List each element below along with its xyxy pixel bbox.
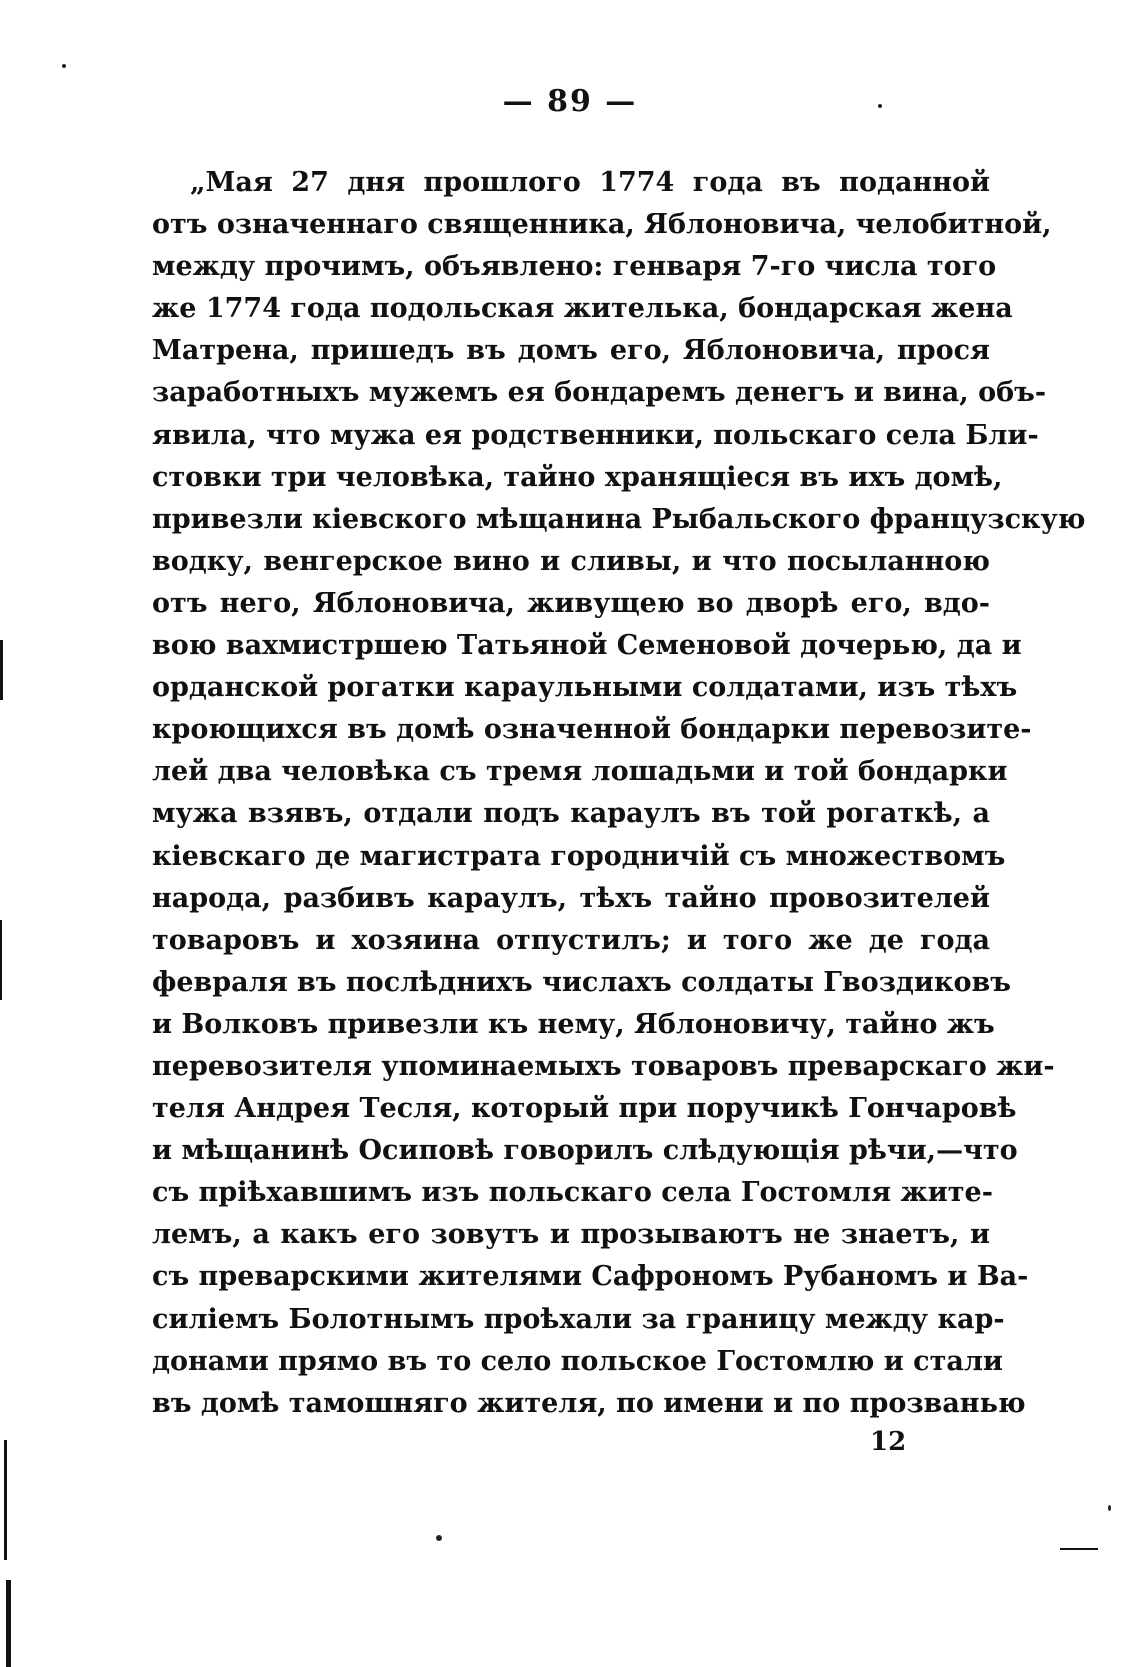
text-line: съ преварскими жителями Сафрономъ Рубаномъ и Ва- xyxy=(152,1261,1029,1293)
text-line: кіевскаго де магистрата городничій съ множествомъ xyxy=(152,840,1006,872)
text-line: вою вахмистршею Татьяной Семеновой дочерью, да и xyxy=(152,630,1022,662)
text-line: привезли кіевского мѣщанина Рыбальского французскую xyxy=(152,503,1086,535)
text-line: отъ означеннаго священника, Яблоновича, челобитной, xyxy=(152,209,1052,241)
text-line: въ домѣ тамошняго жителя, по имени и по прозванью xyxy=(152,1387,1026,1419)
text-line: „Мая 27 дня прошлого 1774 года въ поданной xyxy=(190,167,990,198)
scan-edge-line xyxy=(1060,1548,1098,1550)
scan-speck xyxy=(1108,1505,1111,1511)
scan-speck xyxy=(878,104,882,108)
text-line: народа, разбивъ караулъ, тѣхъ тайно провозителей xyxy=(152,882,990,914)
text-line: заработныхъ мужемъ ея бондаремъ денегъ и вина, объ- xyxy=(152,377,1047,409)
text-line: товаровъ и хозяина отпустилъ; и того же де года xyxy=(152,924,990,956)
scan-edge-line xyxy=(0,920,2,1000)
text-line: мужа взявъ, отдали подъ караулъ въ той рогаткѣ, а xyxy=(152,798,990,830)
text-line: отъ него, Яблоновича, живущею во дворѣ его, вдо- xyxy=(152,587,990,619)
scan-edge-line xyxy=(6,1580,11,1667)
text-line: донами прямо въ то село польское Гостомлю и стали xyxy=(152,1345,1003,1377)
text-line: же 1774 года подольская жителька, бондарская жена xyxy=(152,293,1013,325)
signature-mark: 12 xyxy=(870,1427,907,1457)
text-line: силіемъ Болотнымъ проѣхали за границу между кар- xyxy=(152,1303,1005,1335)
text-line: орданской рогатки караульными солдатами, изъ тѣхъ xyxy=(152,672,1018,704)
page-header: — 89 — xyxy=(502,84,638,119)
body-text xyxy=(152,162,1086,1425)
text-line: кроющихся въ домѣ означенной бондарки перевозите- xyxy=(152,714,1032,746)
text-line: явила, что мужа ея родственники, польскаго села Бли- xyxy=(152,419,1039,451)
text-line: стовки три человѣка, тайно хранящіеся въ ихъ домѣ, xyxy=(152,461,1003,493)
text-line: февраля въ послѣднихъ числахъ солдаты Гвоздиковъ xyxy=(152,966,1011,998)
text-line: перевозителя упоминаемыхъ товаровъ преварскаго жи- xyxy=(152,1050,1055,1082)
scan-speck xyxy=(436,1535,442,1541)
text-line: водку, венгерское вино и сливы, и что посыланною xyxy=(152,545,990,577)
scan-edge-line xyxy=(0,640,3,700)
text-line: теля Андрея Тесля, который при поручикѣ Гончаровѣ xyxy=(152,1093,1017,1125)
text-line: лемъ, а какъ его зовутъ и прозываютъ не знаетъ, и xyxy=(152,1219,990,1251)
text-line: и Волковъ привезли къ нему, Яблоновичу, тайно жъ xyxy=(152,1008,995,1040)
text-line: лей два человѣка съ тремя лошадьми и той бондарки xyxy=(152,756,1008,788)
text-line: съ пріѣхавшимъ изъ польскаго села Гостомля жите- xyxy=(152,1177,993,1209)
scan-speck xyxy=(62,64,66,68)
text-line: Матрена, пришедъ въ домъ его, Яблоновича, прося xyxy=(152,335,990,367)
text-line: и мѣщанинѣ Осиповѣ говорилъ слѣдующія рѣчи,—что xyxy=(152,1135,1018,1167)
text-line: между прочимъ, объявлено: генваря 7-го числа того xyxy=(152,251,997,283)
scan-edge-line xyxy=(4,1440,7,1560)
